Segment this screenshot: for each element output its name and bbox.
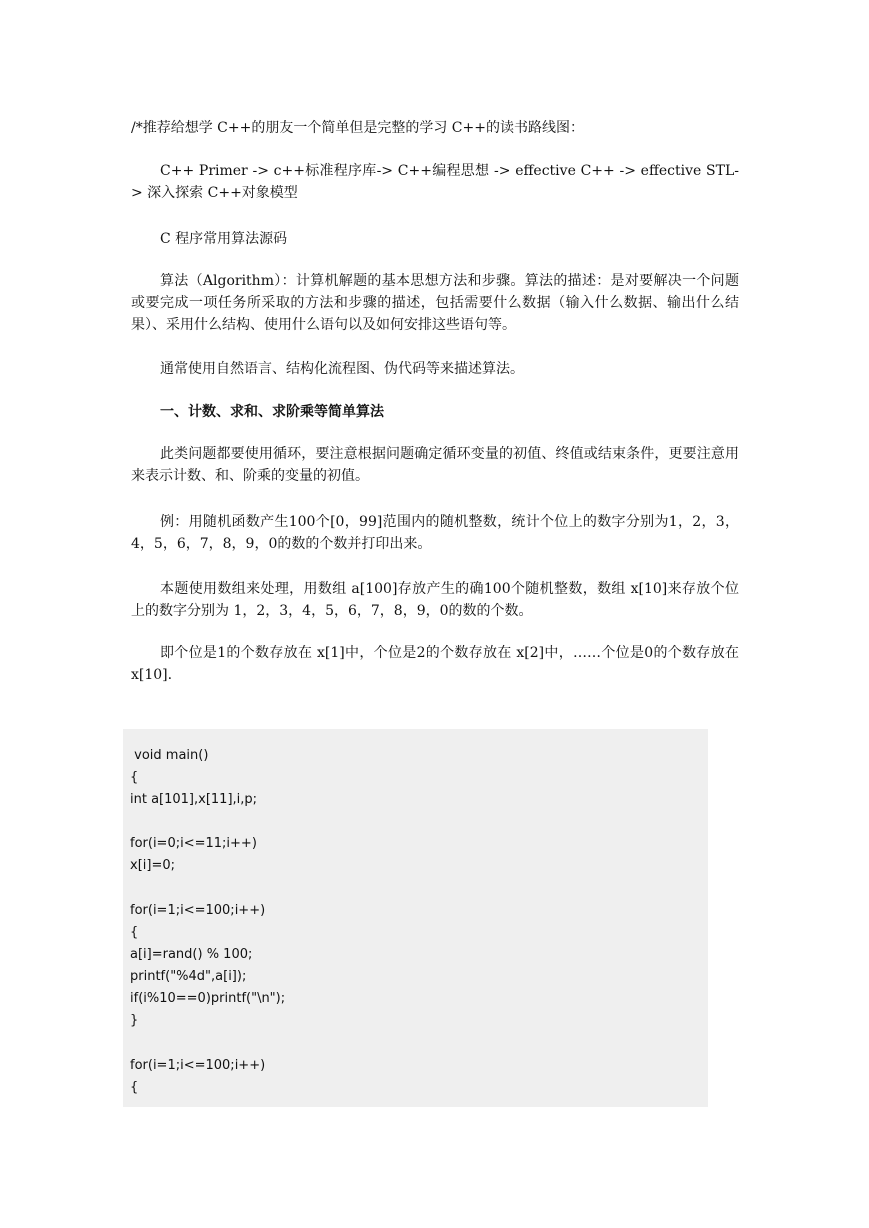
- reading-roadmap-paragraph: C++ Primer -> c++标准程序库-> C++编程思想 -> effective C++ -> effective STL-> 深入探索 C++对象模型: [131, 163, 739, 201]
- code-line: for(i=1;i<=100;i++): [130, 903, 266, 918]
- code-line: if(i%10==0)printf("\n");: [130, 991, 286, 1006]
- code-line: printf("%4d",a[i]);: [130, 969, 247, 984]
- code-line: int a[101],x[11],i,p;: [130, 792, 258, 807]
- code-line: {: [130, 770, 139, 785]
- algorithm-definition-paragraph: 算法（Algorithm）：计算机解题的基本思想方法和步骤。算法的描述：是对要解决一个问题或要完成一项任务所采取的方法和步骤的描述，包括需要什么数据（输入什么数据、输出什么结果）、采用什么结构、使用什么语句以及如何安排这些语句等。: [131, 273, 739, 333]
- code-line: a[i]=rand() % 100;: [130, 947, 253, 962]
- code-block: [123, 729, 708, 1107]
- code-line: for(i=0;i<=11;i++): [130, 836, 257, 851]
- code-line: {: [130, 925, 139, 940]
- code-line: }: [130, 1013, 139, 1028]
- code-line: {: [130, 1080, 139, 1095]
- code-line: for(i=1;i<=100;i++): [130, 1058, 266, 1073]
- section-subtitle: C 程序常用算法源码: [160, 231, 288, 247]
- example-paragraph: 例：用随机函数产生100个[0，99]范围内的随机整数，统计个位上的数字分别为1，2，3，4，5，6，7，8，9，0的数的个数并打印出来。: [131, 514, 739, 552]
- code-line: x[i]=0;: [130, 858, 175, 873]
- array-explanation-paragraph: 本题使用数组来处理，用数组 a[100]存放产生的确100个随机整数，数组 x[10]来存放个位上的数字分别为 1，2，3，4，5，6，7，8，9，0的数的个数。: [131, 581, 739, 619]
- section-heading: 一、计数、求和、求阶乘等简单算法: [160, 404, 384, 420]
- intro-paragraph: /*推荐给想学 C++的朋友一个简单但是完整的学习 C++的读书路线图：: [131, 120, 584, 136]
- algorithm-description-paragraph: 通常使用自然语言、结构化流程图、伪代码等来描述算法。: [160, 361, 524, 377]
- loop-note-paragraph: 此类问题都要使用循环，要注意根据问题确定循环变量的初值、终值或结束条件，更要注意用来表示计数、和、阶乘的变量的初值。: [131, 446, 739, 484]
- digit-count-paragraph: 即个位是1的个数存放在 x[1]中，个位是2的个数存放在 x[2]中，……个位是0的个数存放在 x[10].: [131, 645, 739, 683]
- code-line: void main(): [130, 748, 209, 763]
